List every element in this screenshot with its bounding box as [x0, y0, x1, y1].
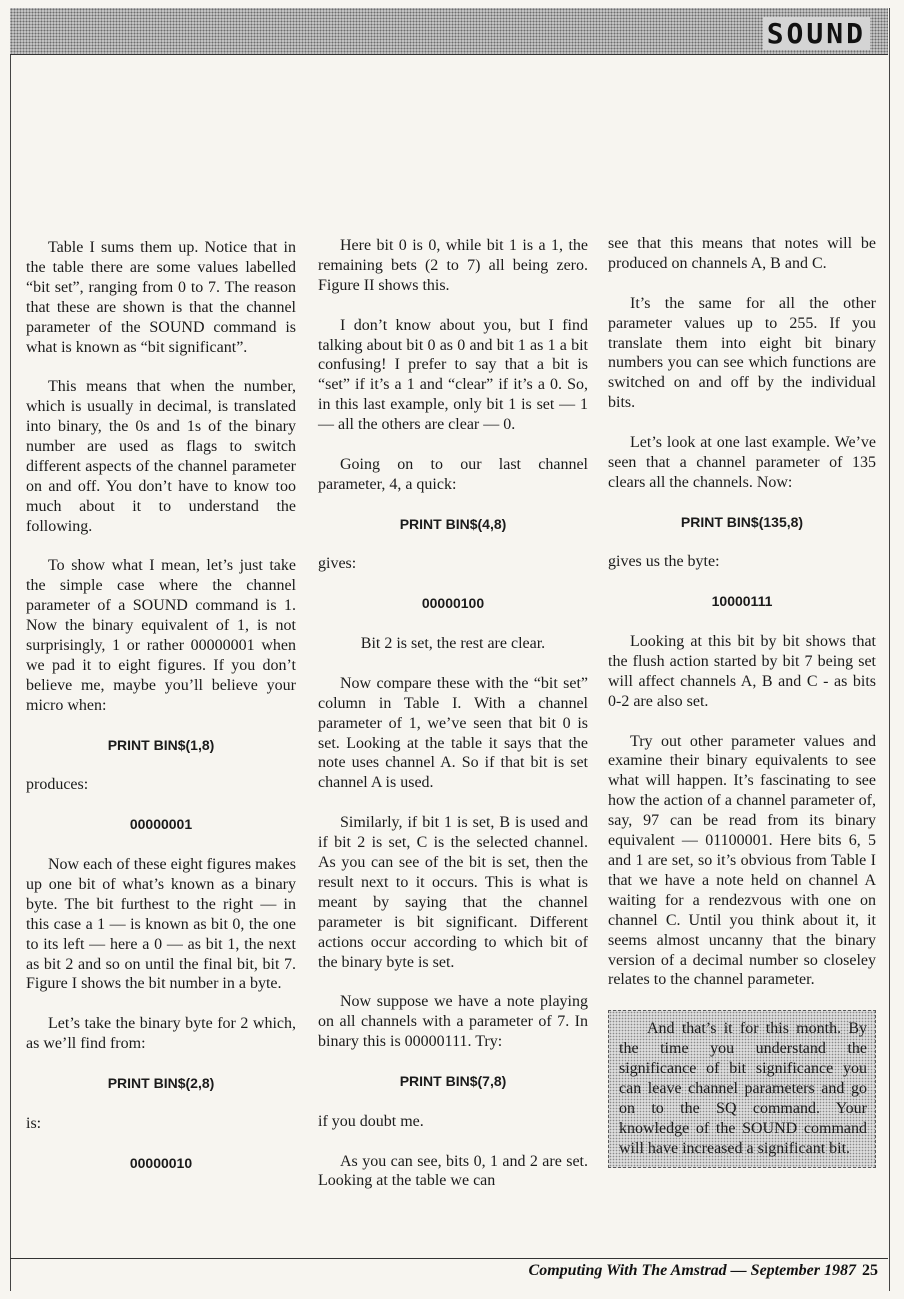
body-paragraph: Here bit 0 is 0, while bit 1 is a 1, the remaining bets (2 to 7) all being zero. Figure II shows this.	[318, 237, 588, 294]
code-listing: PRINT BIN$(135,8)	[680, 513, 804, 530]
section-header-bar	[10, 8, 888, 55]
summary-boxout: And that’s it for this month. By the time you understand the significance of bit significance you can leave channel parameters and go on to the SQ command. Your knowledge of the SOUND command will have increased a significant bit.	[608, 1010, 876, 1167]
body-paragraph: It’s the same for all the other parameter values up to 255. If you translate them into eight bit binary numbers you can see which functions are switched on and off by the individual bits.	[608, 294, 876, 412]
code-listing: PRINT BIN$(7,8)	[399, 1072, 507, 1089]
code-listing: 00000100	[421, 595, 485, 612]
body-paragraph: This means that when the number, which is usually in decimal, is translated into binary, the 0s and 1s of the binary number are used as flags to switch different aspects of the channel parameter on and off. You don’t have to know too much about it to understand the following.	[26, 378, 296, 535]
code-listing: PRINT BIN$(1,8)	[107, 736, 215, 753]
body-paragraph: gives:	[318, 555, 357, 573]
body-paragraph: Going on to our last channel parameter, 4, a quick:	[318, 455, 588, 493]
body-paragraph: Table I sums them up. Notice that in the table there are some values labelled “bit set”, ranging from 0 to 7. The reason that these are shown is that the channel parameter of the SOUND command is what is known as “bit significant”.	[26, 239, 296, 356]
body-paragraph: gives us the byte:	[608, 553, 720, 571]
code-listing: 00000010	[129, 1154, 193, 1171]
column-1	[26, 238, 296, 1193]
body-paragraph: produces:	[26, 776, 89, 794]
column-2	[318, 236, 588, 1211]
body-paragraph: Let’s look at one last example. We’ve seen that a channel parameter of 135 clears all the channels. Now:	[608, 434, 876, 491]
body-paragraph: Now suppose we have a note playing on all channels with a parameter of 7. In binary this is 00000111. Try:	[318, 993, 588, 1051]
publication-line: Computing With The Amstrad — September 1987	[528, 1262, 856, 1279]
body-paragraph: Bit 2 is set, the rest are clear.	[360, 635, 546, 653]
body-paragraph: see that this means that notes will be produced on channels A, B and C.	[608, 235, 876, 272]
footer-rule	[10, 1258, 888, 1259]
body-paragraph: Now compare these with the “bit set” column in Table I. With a channel parameter of 1, we’ve seen that bit 0 is set. Looking at the table it says that the note uses channel A. So if that bit is set channel A is used.	[318, 674, 588, 792]
code-listing: 00000001	[129, 816, 193, 833]
page-footer	[529, 1262, 878, 1280]
section-title: SOUND	[763, 17, 870, 50]
code-listing: PRINT BIN$(2,8)	[107, 1074, 215, 1091]
body-paragraph: Try out other parameter values and examine their binary equivalents to see what will happen. It’s fascinating to see how the action of a channel parameter of, say, 97 can be read from its binary equivalent — 01100001. Here bits 6, 5 and 1 are set, so it’s obvious from Table I that we have a note held on channel A waiting for a rendezvous with one on channel C. Until you think about it, it seems almost uncanny that the binary version of a decimal number so closeley relates to the channel parameter.	[608, 732, 876, 989]
code-listing: 10000111	[711, 593, 773, 610]
body-paragraph: Now each of these eight figures makes up one bit of what’s known as a binary byte. The bit furthest to the right — in this case a 1 — is known as bit 0, the one to its left — here a 0 — as bit 1, the next as bit 2 and so on until the final bit, bit 7. Figure I shows the bit number in a byte.	[26, 856, 296, 993]
code-listing: PRINT BIN$(4,8)	[399, 515, 507, 532]
body-paragraph: As you can see, bits 0, 1 and 2 are set. Looking at the table we can	[318, 1152, 588, 1190]
column-3	[608, 234, 876, 1168]
body-paragraph: is:	[26, 1114, 42, 1132]
body-paragraph: Looking at this bit by bit shows that the flush action started by bit 7 being set will affect channels A, B and C - as bits 0-2 are also set.	[608, 633, 876, 710]
body-paragraph: if you doubt me.	[318, 1112, 424, 1130]
body-paragraph: Similarly, if bit 1 is set, B is used and if bit 2 is set, C is the selected channel. As you can see of the bit is set, then the result next to it occurs. This is what is meant by saying that the channel parameter is bit significant. Different actions occur according to which bit of the binary byte is set.	[318, 814, 588, 971]
body-paragraph: To show what I mean, let’s just take the simple case where the channel parameter of a SOUND command is 1. Now the binary equivalent of 1, is not surprisingly, 1 or rather 00000001 when we pad it to eight figures. If you don’t believe me, maybe you’ll believe your micro when:	[26, 557, 296, 714]
page-number: 25	[862, 1262, 878, 1279]
body-paragraph: I don’t know about you, but I find talking about bit 0 as 0 and bit 1 as 1 a bit confusing! I prefer to say that a bit is “set” if it’s a 1 and “clear” if it’s a 0. So, in this last example, only bit 1 is set — 1 — all the others are clear — 0.	[318, 316, 588, 434]
body-paragraph: Let’s take the binary byte for 2 which, as we’ll find from:	[26, 1015, 296, 1053]
